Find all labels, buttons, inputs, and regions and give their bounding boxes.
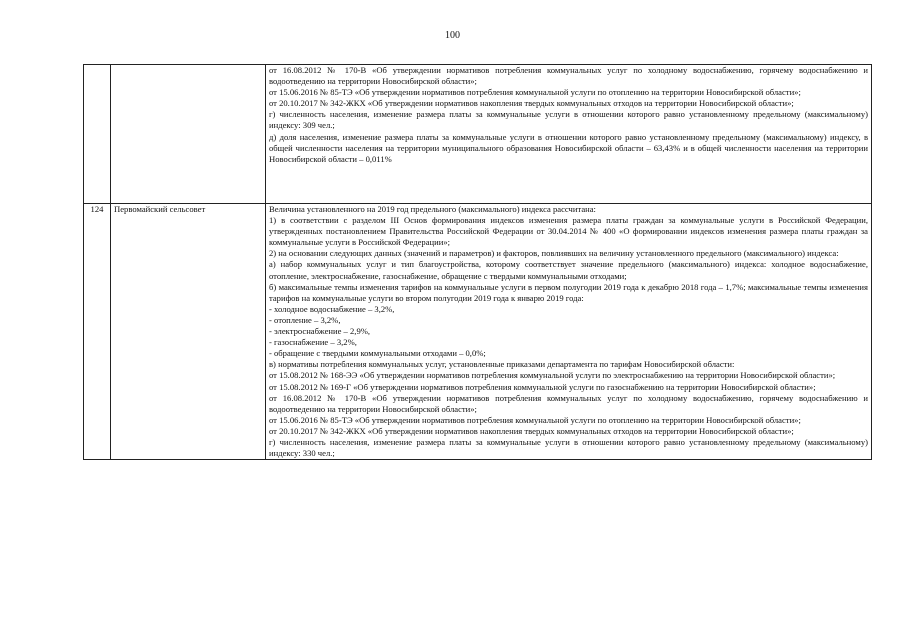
municipality-name <box>111 65 266 204</box>
text-line: - газоснабжение – 3,2%, <box>269 337 357 348</box>
text-line: в) нормативы потребления коммунальных услуг, установленные приказами департамента по тарифам Новосибирской области: <box>269 359 735 370</box>
document-table <box>83 64 872 460</box>
text-line: - электроснабжение – 2,9%, <box>269 326 371 337</box>
text-line: - отопление – 3,2%, <box>269 314 341 325</box>
text-line: от 16.08.2012 № 170-В «Об утверждении нормативов потребления коммунальных услуг по холодному водоснабжению, горячему водоснабжению и водоотведению на территории Новосибирской области»; <box>269 65 868 87</box>
text-line: 1) в соответствии с разделом III Основ формирования индексов изменения размера платы граждан за коммунальные услуги в Российской Федерации, утвержденных постановлением Правительства Российской Федерации от 30.04.2014 № 400 «О формировании индексов изменения размера платы граждан за коммунальные услуги в Российской Федерации»; <box>269 215 868 248</box>
row-number: 124 <box>84 204 111 460</box>
text-line: Величина установленного на 2019 год предельного (максимального) индекса рассчитана: <box>269 204 596 214</box>
text-line: от 15.08.2012 № 169-Г «Об утверждении нормативов потребления коммунальной услуги по газоснабжению на территории Новосибирской области»; <box>269 381 816 392</box>
table-row <box>84 65 872 204</box>
text-line: г) численность населения, изменение размера платы за коммунальные услуги в отношении которого равно установленному предельному (максимальному) индексу: 309 чел.; <box>269 109 868 131</box>
text-line: а) набор коммунальных услуг и тип благоустройства, которому соответствует значение предельного (максимального) индекса: холодное водоснабжение, отопление, электроснабжение, газоснабжение, обращение с твердыми коммунальными отходами; <box>269 259 868 281</box>
text-line: от 15.06.2016 № 85-ТЭ «Об утверждении нормативов потребления коммунальной услуги по отоплению на территории Новосибирской области»; <box>269 414 801 425</box>
table-row <box>84 204 872 460</box>
row-text <box>266 204 872 460</box>
text-line: от 15.06.2016 № 85-ТЭ «Об утверждении нормативов потребления коммунальной услуги по отоплению на территории Новосибирской области»; <box>269 87 801 98</box>
text-line: от 16.08.2012 № 170-В «Об утверждении нормативов потребления коммунальных услуг по холодному водоснабжению, горячему водоснабжению и водоотведению на территории Новосибирской области»; <box>269 392 868 414</box>
text-line: от 20.10.2017 № 342-ЖКХ «Об утверждении нормативов накопления твердых коммунальных отходов на территории Новосибирской области»; <box>269 425 794 436</box>
row-number <box>84 65 111 204</box>
text-line: - обращение с твердыми коммунальными отходами – 0,0%; <box>269 348 486 359</box>
page-number: 100 <box>445 30 460 41</box>
municipality-name: Первомайский сельсовет <box>111 204 266 460</box>
text-line: 2) на основании следующих данных (значений и параметров) и факторов, повлиявших на величину установленного предельного (максимального) индекса: <box>269 248 839 259</box>
row-text <box>266 65 872 204</box>
text-line: г) численность населения, изменение размера платы за коммунальные услуги в отношении которого равно установленному предельному (максимальному) индексу: 330 чел.; <box>269 436 868 459</box>
text-line: б) максимальные темпы изменения тарифов на коммунальные услуги в первом полугодии 2019 года к декабрю 2018 года – 1,7%; максимальные темпы изменения тарифов на коммунальные услуги во втором полугодии 2019 года к январю 2019 года: <box>269 281 868 303</box>
text-line: д) доля населения, изменение размера платы за коммунальные услуги в отношении которого равно установленному предельному (максимальному) индексу, в общей численности населения на территории муниципального образования Новосибирской области – 63,43% и в общей численности населения на территории Новосибирской области – 0,011% <box>269 131 868 164</box>
text-line: от 20.10.2017 № 342-ЖКХ «Об утверждении нормативов накопления твердых коммунальных отходов на территории Новосибирской области»; <box>269 98 794 109</box>
text-line: от 15.08.2012 № 168-ЭЭ «Об утверждении нормативов потребления коммунальной услуги по электроснабжению на территории Новосибирской области»; <box>269 370 836 381</box>
text-line: - холодное водоснабжение – 3,2%, <box>269 303 395 314</box>
